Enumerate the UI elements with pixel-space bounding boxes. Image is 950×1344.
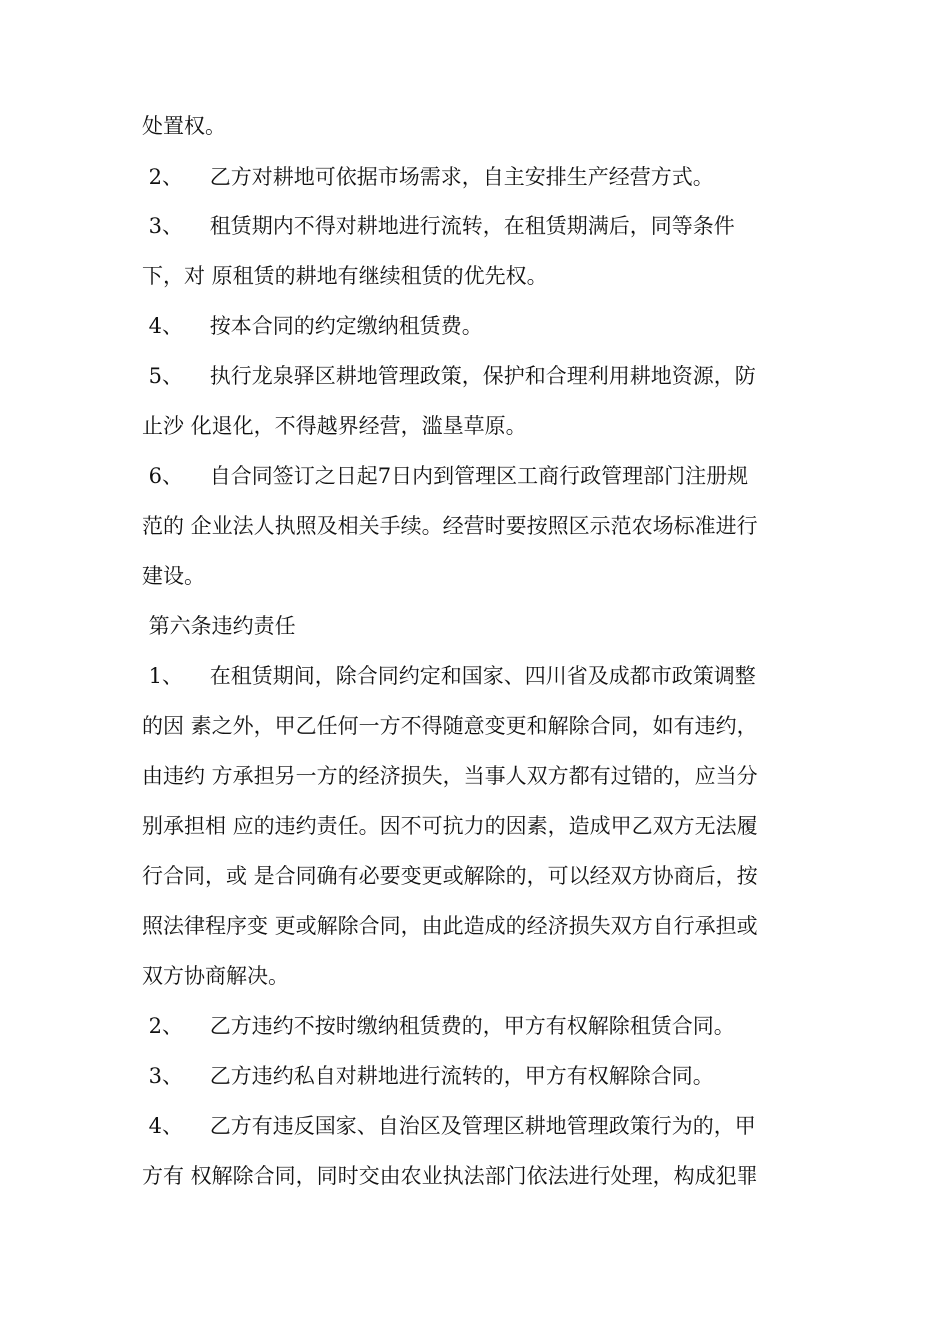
section-heading: 第六条违约责任 [142,614,296,638]
text-line: 别承担相 应的违约责任。因不可抗力的因素，造成甲乙双方无法履 [142,814,758,838]
text-line: 6、 自合同签订之日起7日内到管理区工商行政管理部门注册规 [142,464,749,488]
text-line: 2、 乙方对耕地可依据市场需求，自主安排生产经营方式。 [142,165,714,189]
text-line: 下，对 原租赁的耕地有继续租赁的优先权。 [142,264,548,288]
text-line: 方有 权解除合同，同时交由农业执法部门依法进行处理，构成犯罪 [142,1164,758,1188]
text-line: 行合同，或 是合同确有必要变更或解除的，可以经双方协商后，按 [142,864,758,888]
text-line: 的因 素之外，甲乙任何一方不得随意变更和解除合同，如有违约， [142,714,758,738]
text-line: 3、 乙方违约私自对耕地进行流转的，甲方有权解除合同。 [142,1064,714,1088]
text-line: 4、 乙方有违反国家、自治区及管理区耕地管理政策行为的，甲 [142,1114,756,1138]
text-line: 处置权。 [142,114,226,138]
text-line: 5、 执行龙泉驿区耕地管理政策，保护和合理利用耕地资源，防 [142,364,756,388]
text-line: 照法律程序变 更或解除合同，由此造成的经济损失双方自行承担或 [142,914,758,938]
text-line: 由违约 方承担另一方的经济损失，当事人双方都有过错的，应当分 [142,764,758,788]
text-line: 1、 在租赁期间，除合同约定和国家、四川省及成都市政策调整 [142,664,756,688]
text-line: 双方协商解决。 [142,964,289,988]
text-line: 3、 租赁期内不得对耕地进行流转，在租赁期满后，同等条件 [142,214,735,238]
text-line: 止沙 化退化，不得越界经营，滥垦草原。 [142,414,527,438]
text-line: 范的 企业法人执照及相关手续。经营时要按照区示范农场标准进行 [142,514,758,538]
text-line: 2、 乙方违约不按时缴纳租赁费的，甲方有权解除租赁合同。 [142,1014,735,1038]
text-line: 4、 按本合同的约定缴纳租赁费。 [142,314,483,338]
text-line: 建设。 [142,564,205,588]
